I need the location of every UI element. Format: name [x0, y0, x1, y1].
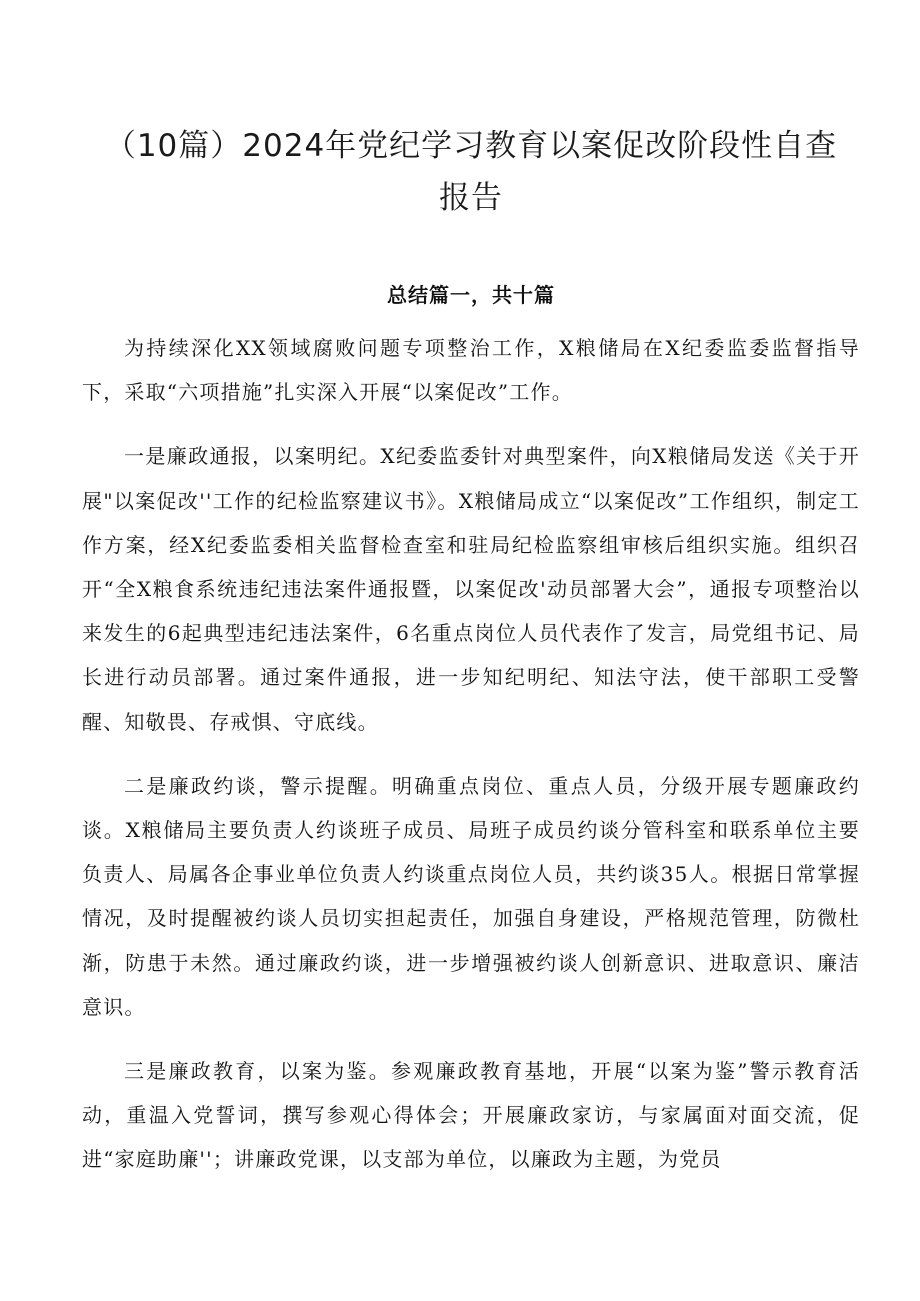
paragraph-two: 二是廉政约谈，警示提醒。明确重点岗位、重点人员，分级开展专题廉政约谈。X粮储局主要负责人约谈班子成员、局班子成员约谈分管科室和联系单位主要负责人、局属各企事业单位负责人约谈重点岗位人员，共约谈35人。根据日常掌握情况，及时提醒被约谈人员切实担起责任，加强自身建设，严格规范管理，防微杜渐，防患于未然。通过廉政约谈，进一步增强被约谈人创新意识、进取意识、廉洁意识。 — [82, 773, 860, 1019]
document-title-line-1: （10篇）2024年党纪学习教育以案促改阶段性自查 — [104, 128, 838, 164]
paragraph-three: 三是廉政教育，以案为鉴。参观廉政教育基地，开展“以案为鉴”警示教育活动，重温入党誓词，撰写参观心得体会；开展廉政家访，与家属面对面交流，促进“家庭助廉''；讲廉政党课，以支部为单位，以廉政为主题，为党员 — [82, 1059, 860, 1172]
paragraph-one: 一是廉政通报，以案明纪。X纪委监委针对典型案件，向X粮储局发送《关于开展"以案促改''工作的纪检监察建议书》。X粮储局成立“以案促改”工作组织，制定工作方案，经X纪委监委相关监督检查室和驻局纪检监察组审核后组织实施。组织召开“全X粮食系统违纪违法案件通报暨，以案促改'动员部署大会”，通报专项整治以来发生的6起典型违纪违法案件，6名重点岗位人员代表作了发言，局党组书记、局长进行动员部署。通过案件通报，进一步知纪明纪、知法守法，使干部职工受警醒、知敬畏、存戒惧、守底线。 — [82, 444, 860, 734]
document-title — [82, 120, 860, 224]
paragraph-intro: 为持续深化XX领域腐败问题专项整治工作，X粮储局在X纪委监委监督指导下，采取“六项措施”扎实深入开展“以案促改”工作。 — [82, 336, 860, 405]
document-title-line-2: 报告 — [439, 180, 503, 216]
section-heading: 总结篇一，共十篇 — [387, 283, 555, 307]
